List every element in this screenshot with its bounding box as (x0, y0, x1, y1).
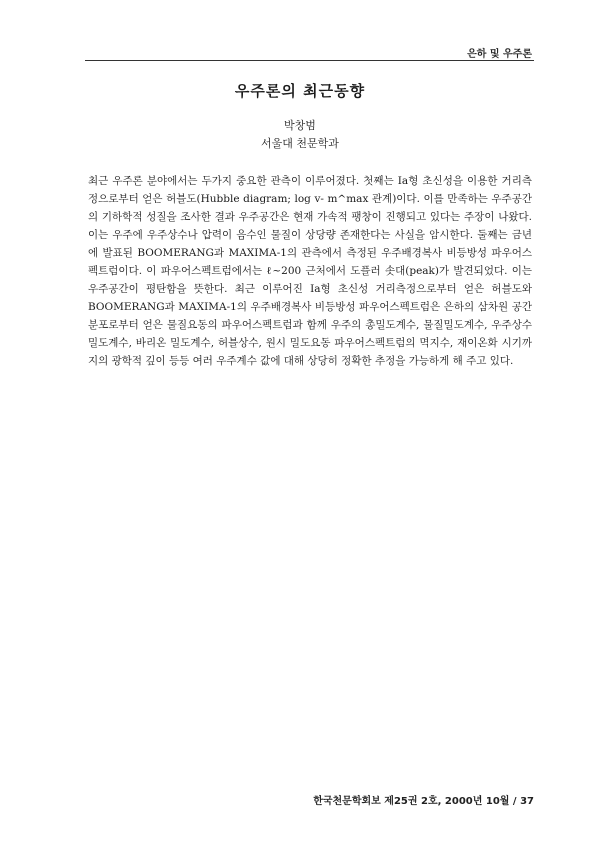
abstract-paragraph: 최근 우주론 분야에서는 두가지 중요한 관측이 이루어졌다. 첫째는 Ia형 초신성을 이용한 거리측정으로부터 얻은 허블도(Hubble diagram; log v- m^max 관계)이다. 이를 만족하는 우주공간의 기하학적 성질을 조사한 결과 우주공간은 현재 가속적 팽창이 진행되고 있다는 주장이 나왔다. 이는 우주에 우주상수나 압력이 음수인 물질이 상당량 존재한다는 사실을 암시한다. 둘째는 금년에 발표된 BOOMERANG과 MAXIMA-1의 관측에서 측정된 우주배경복사 비등방성 파우어스펙트럼이다. 이 파우어스펙트럼에서는 ℓ~200 근처에서 도플러 솟대(peak)가 발견되었다. 이는 우주공간이 평탄함을 뜻한다. 최근 이루어진 Ia형 초신성 거리측정으로부터 얻은 허블도와 BOOMERANG과 MAXIMA-1의 우주배경복사 비등방성 파우어스펙트럼은 은하의 삼차원 공간분포로부터 얻은 물질요동의 파우어스펙트럼과 함께 우주의 총밀도계수, 물질밀도계수, 우주상수 밀도계수, 바리온 밀도계수, 허블상수, 원시 밀도요동 파우어스펙트럼의 멱지수, 재이온화 시기까지의 광학적 깊이 등등 여러 우주계수 값에 대해 상당히 정확한 추정을 가능하게 해 주고 있다. (88, 175, 532, 367)
author-name: 박창범 (284, 119, 316, 132)
page-footer-citation: 한국천문학회보 제25권 2호, 2000년 10월 / 37 (313, 796, 534, 807)
author-affiliation: 서울대 천문학과 (261, 137, 339, 150)
header-divider (85, 60, 534, 61)
section-header: 은하 및 우주론 (467, 49, 532, 60)
article-title: 우주론의 최근동향 (234, 82, 366, 100)
